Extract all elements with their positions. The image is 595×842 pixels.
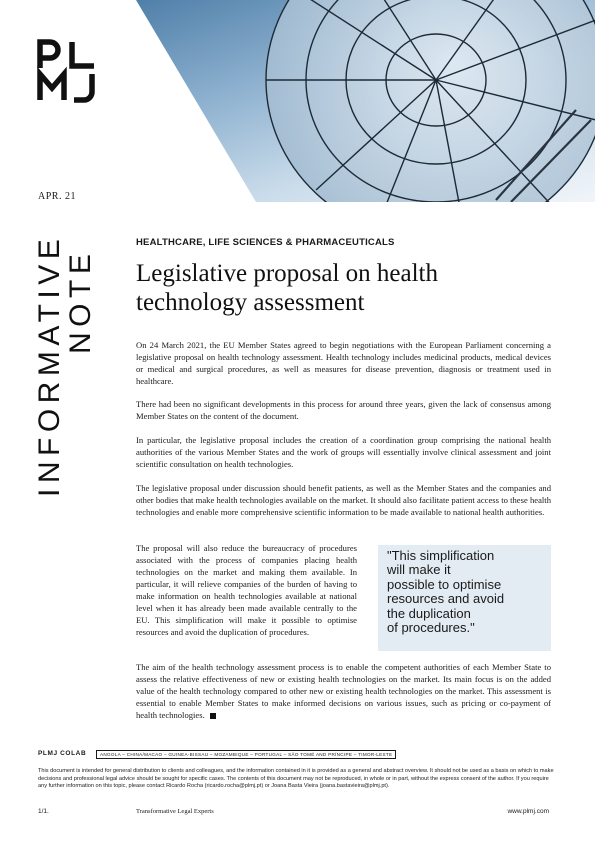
issue-date: APR. 21 (38, 191, 76, 202)
end-of-article-square-icon (210, 713, 216, 719)
page-number: 1/1. (38, 808, 49, 815)
document-type-vertical-title (34, 234, 96, 497)
paragraph-6-text: The aim of the health technology assessment process is to enable the competent authorities of each Member State to assess the relative effectiveness of new or existing health technologies on the market. Its main focus is on the added value of the health technology compared to other new or existing health technologies on the market. This assessment is essential to enable Member States to make informed decisions on various issues, such as pricing or co-payment of health technologies. (136, 662, 551, 720)
paragraph-6 (136, 661, 551, 721)
pull-quote-box (378, 545, 551, 651)
network-brand: PLMJ COLAB (38, 750, 87, 757)
vertical-title-line-2: NOTE (64, 248, 97, 354)
footer-network-bar (38, 750, 557, 762)
paragraph-5: The proposal will also reduce the bureaucracy of procedures associated with the process of companies placing health technologies on the market and making them available. In particular, it will relieve companies of the burden of having to make information on health technologies available at national level when it has already been made available centrally to the EU. This simplification will make it possible to optimise resources and avoid the duplication of procedures. (136, 543, 357, 637)
paragraph-4: The legislative proposal under discussion should benefit patients, as well as the Member States and the companies and other bodies that make health technologies available on the market. It should also facilitate patient access to these health technologies and enable more comprehensive scientific information to be made available to national health authorities. (136, 483, 551, 517)
header-photo-satellite-dish (136, 0, 595, 202)
paragraph-2: There had been no significant developments in this process for around three years, given the lack of consensus among Member States on the content of the document. (136, 399, 551, 421)
website-link[interactable]: www.plmj.com (507, 808, 549, 815)
paragraph-1: On 24 March 2021, the EU Member States agreed to begin negotiations with the European Parliament concerning a legislative proposal on health technology assessment. Health technology includes medicinal products, medical devices or medical and surgical procedures, as well as measures for disease prevention, diagnosis or treatment used in healthcare. (136, 340, 551, 386)
practice-area-heading: HEALTHCARE, LIFE SCIENCES & PHARMACEUTICALS (136, 237, 395, 248)
plmj-logo (36, 38, 100, 104)
paragraph-3: In particular, the legislative proposal includes the creation of a coordination group comprising the national health authorities of the various Member States and the work of groups will essentially involve clinical assessment and joint scientific consultation on health technologies. (136, 435, 551, 469)
tagline: Transformative Legal Experts (136, 808, 214, 815)
article-title: Legislative proposal on health technology assessment (136, 260, 439, 316)
pull-quote-text: "This simplification will make it possible to optimise resources and avoid the duplication of procedures." (387, 548, 505, 636)
vertical-title-line-1: INFORMATIVE (33, 233, 66, 497)
hero-diagonal-mask (136, 0, 256, 202)
network-countries: ANGOLA – CHINA/MACAO – GUINEA-BISSAU – MOZAMBIQUE – PORTUGAL – SÃO TOMÉ AND PRÍNCIPE – TIMOR-LESTE (96, 750, 396, 759)
legal-disclaimer: This document is intended for general distribution to clients and colleagues, and the information contained in it is provided as a general and abstract overview. It should not be used as a basis on which to make decisions and professional legal advice should be sought for specific cases. The contents of this document may not be reproduced, in whole or in part, without the express consent of the author. If you require any further information on this topic, please contact Ricardo Rocha (ricardo.rocha@plmj.pt) or Joana Basta Vieira (joana.bastavieira@plmj.pt). (38, 768, 554, 790)
